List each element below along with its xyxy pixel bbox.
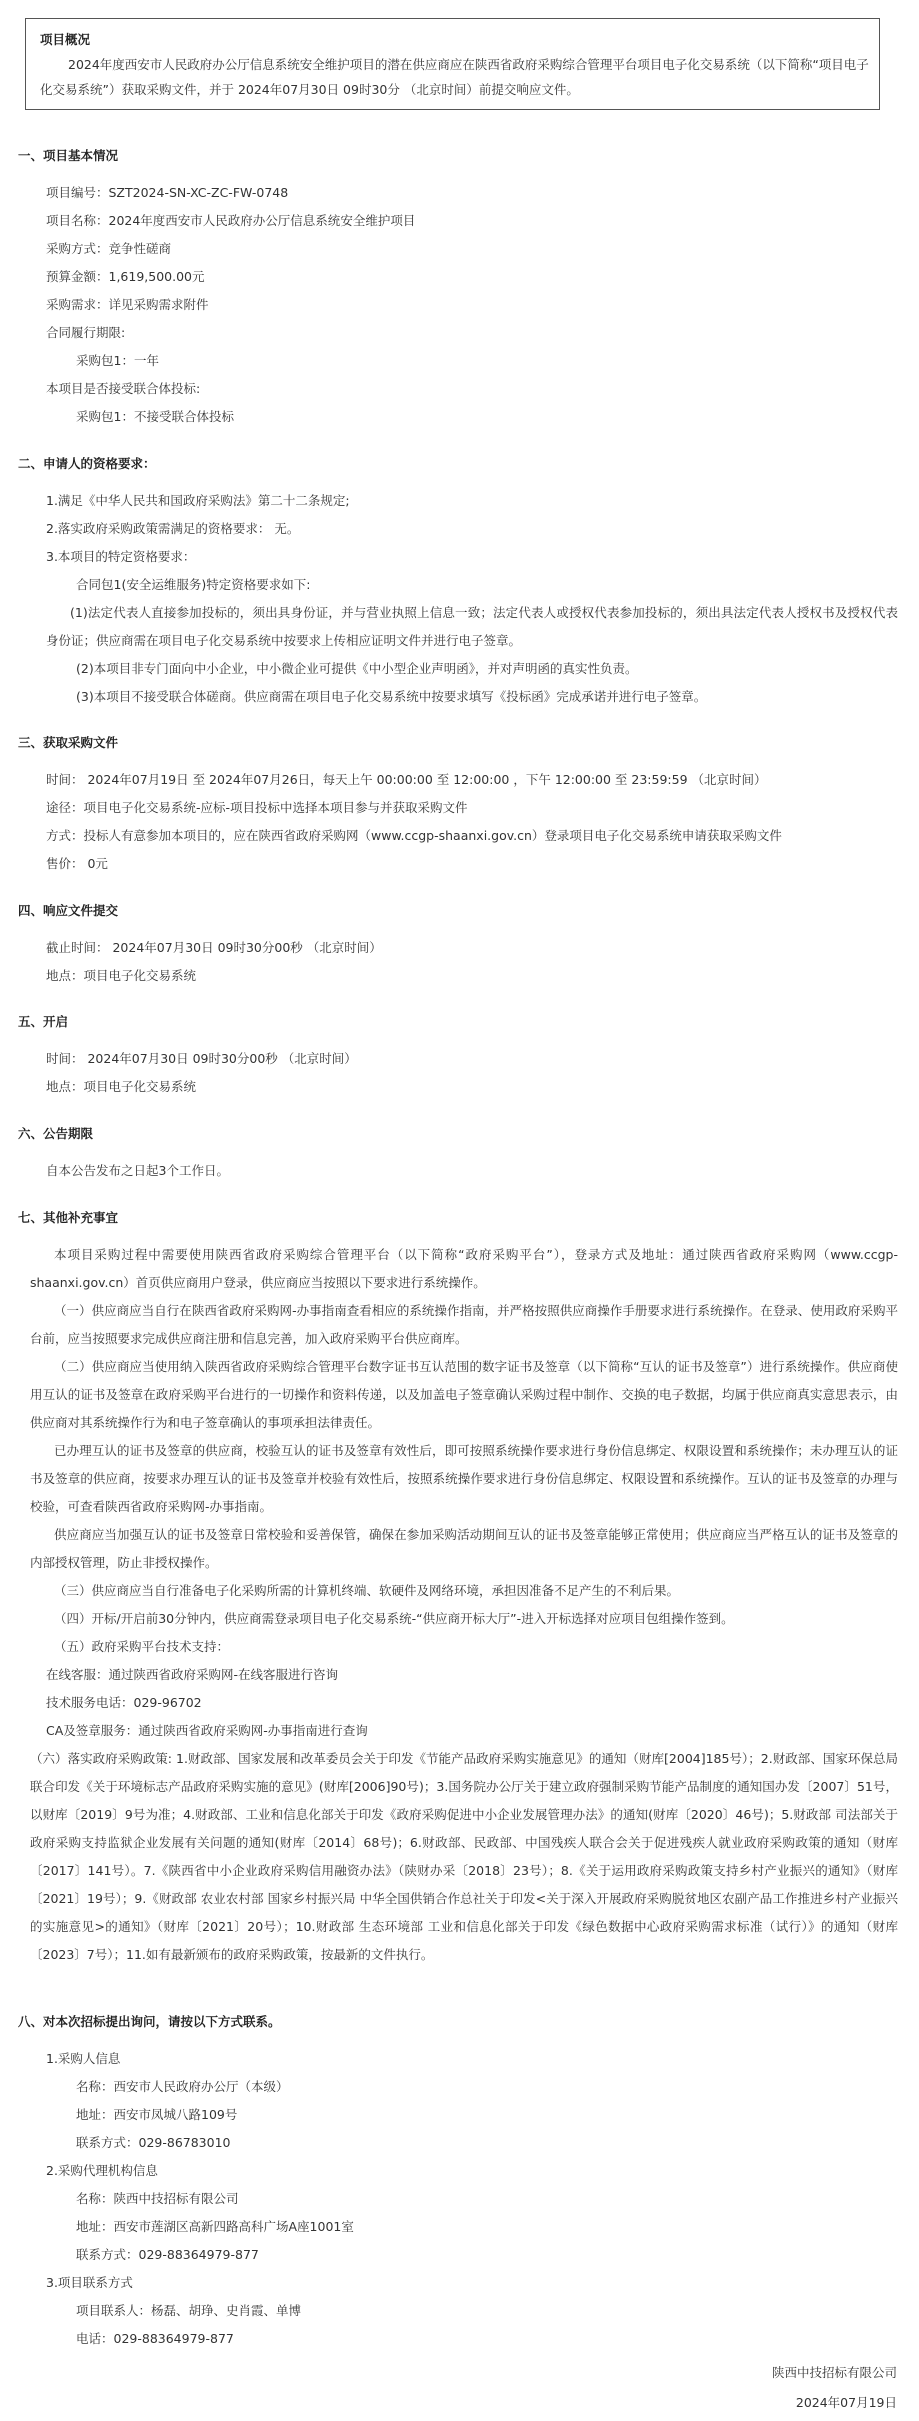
- section-5-heading: 五、开启: [18, 1014, 69, 1029]
- submission-place: 地点：项目电子化交易系统: [46, 968, 197, 983]
- policy-paragraph: （六）落实政府采购政策: 1.财政部、国家发展和改革委员会关于印发《节能产品政府采购实施意见》的通知（财库[2004]185号）；2.财政部、国家环保总局联合印发《关于环境标志产品政府采购实施的意见》(财库[2006]90号)；3.国务院办公厅关于建立政府强制采购节能产品制度的通知国办发〔2007〕51号，以财库〔2019〕9号为准；4.财政部、工业和信息化部关于印发《政府采购促进中小企业发展管理办法》的通知(财库〔2020〕46号)；5.财政部 司法部关于政府采购支持监狱企业发展有关问题的通知(财库〔2014〕68号)；6.财政部、民政部、中国残疾人联合会关于促进残疾人就业政府采购政策的通知（财库〔2017〕141号）。7.《陕西省中小企业政府采购信用融资办法》（陕财办采〔2018〕23号）；8.《关于运用政府采购政策支持乡村产业振兴的通知》（财库〔2021〕19号）；9.《财政部 农业农村部 国家乡村振兴局 中华全国供销合作总社关于印发<关于深入开展政府采购脱贫地区农副产品工作推进乡村产业振兴的实施意见>的通知》（财库〔2021〕20号）；10.财政部 生态环境部 工业和信息化部关于印发《绿色数据中心政府采购需求标准（试行）》的通知（财库〔2023〕7号）；11.如有最新颁布的政府采购政策，按最新的文件执行。: [30, 1751, 898, 1962]
- opening-time: 时间： 2024年07月30日 09时30分00秒 （北京时间）: [46, 1051, 357, 1066]
- contact-phone: 电话：029-88364979-877: [76, 2331, 234, 2346]
- qualification-3: 3.本项目的特定资格要求：: [46, 549, 196, 564]
- requirement-item-3: (3)本项目不接受联合体磋商。供应商需在项目电子化交易系统中按要求填写《投标函》完成承诺并进行电子签章。: [76, 689, 707, 704]
- ca-signature-service: CA及签章服务：通过陕西省政府采购网-办事指南进行查询: [46, 1723, 368, 1738]
- issuer-company: 陕西中技招标有限公司: [771, 2365, 897, 2380]
- supplement-paragraph-3: （二）供应商应当使用纳入陕西省政府采购综合管理平台数字证书互认范围的数字证书及签章（以下简称“互认的证书及签章”）进行系统操作。供应商使用互认的证书及签章在政府采购平台进行的一切操作和资料传递，以及加盖电子签章确认采购过程中制作、交换的电子数据，均属于供应商真实意思表示，由供应商对其系统操作行为和电子签章确认的事项承担法律责任。: [30, 1359, 898, 1430]
- overview-title: 项目概况: [40, 32, 91, 47]
- online-service: 在线客服：通过陕西省政府采购网-在线客服进行咨询: [46, 1667, 339, 1682]
- requirement-item-2: (2)本项目非专门面向中小企业，中小微企业可提供《中小型企业声明函》，并对声明函的真实性负责。: [76, 661, 638, 676]
- supplement-paragraph-8: （五）政府采购平台技术支持：: [54, 1639, 230, 1654]
- agent-phone: 联系方式：029-88364979-877: [76, 2247, 259, 2262]
- agent-address: 地址：西安市莲湖区高新四路高科广场A座1001室: [76, 2219, 354, 2234]
- agent-info-title: 2.采购代理机构信息: [46, 2163, 158, 2178]
- tech-service-phone: 技术服务电话：029-96702: [46, 1695, 202, 1710]
- section-6-heading: 六、公告期限: [18, 1126, 94, 1141]
- supplement-paragraph-4: 已办理互认的证书及签章的供应商，校验互认的证书及签章有效性后，即可按照系统操作要求进行身份信息绑定、权限设置和系统操作；未办理互认的证书及签章的供应商，按要求办理互认的证书及签章并校验有效性后，按照系统操作要求进行身份信息绑定、权限设置和系统操作。互认的证书及签章的办理与校验，可查看陕西省政府采购网-办事指南。: [30, 1443, 898, 1514]
- procurement-method: 采购方式：竞争性磋商: [46, 241, 172, 256]
- section-3-heading: 三、获取采购文件: [18, 735, 119, 750]
- procurement-requirement: 采购需求：详见采购需求附件: [46, 297, 209, 312]
- announcement-period: 自本公告发布之日起3个工作日。: [46, 1163, 229, 1178]
- qualification-2: 2.落实政府采购政策需满足的资格要求： 无。: [46, 521, 300, 536]
- opening-place: 地点：项目电子化交易系统: [46, 1079, 197, 1094]
- supplement-paragraph-1: 本项目采购过程中需要使用陕西省政府采购综合管理平台（以下简称“政府采购平台”），登录方式及地址：通过陕西省政府采购网（www.ccgp-shaanxi.gov.cn）首页供应商用户登录，供应商应当按照以下要求进行系统操作。: [30, 1247, 898, 1290]
- section-7-heading: 七、其他补充事宜: [18, 1210, 119, 1225]
- overview-body: 2024年度西安市人民政府办公厅信息系统安全维护项目的潜在供应商应在陕西省政府采购综合管理平台项目电子化交易系统（以下简称“项目电子化交易系统”）获取采购文件，并于 2024年07月30日 09时30分 （北京时间）前提交响应文件。: [40, 57, 869, 97]
- buyer-address: 地址：西安市凤城八路109号: [76, 2107, 238, 2122]
- contact-people: 项目联系人：杨磊、胡琤、史肖霞、单博: [76, 2303, 302, 2318]
- obtain-way: 途径：项目电子化交易系统-应标-项目投标中选择本项目参与并获取采购文件: [46, 800, 468, 815]
- buyer-name: 名称：西安市人民政府办公厅（本级）: [76, 2079, 289, 2094]
- package-period: 采购包1：一年: [76, 353, 159, 368]
- section-2-heading: 二、申请人的资格要求：: [18, 456, 156, 471]
- qualification-1: 1.满足《中华人民共和国政府采购法》第二十二条规定;: [46, 493, 350, 508]
- budget-amount: 预算金额：1,619,500.00元: [46, 269, 205, 284]
- obtain-method: 方式：投标人有意参加本项目的，应在陕西省政府采购网（www.ccgp-shaanxi.gov.cn）登录项目电子化交易系统申请获取采购文件: [46, 828, 782, 843]
- submission-deadline: 截止时间： 2024年07月30日 09时30分00秒 （北京时间）: [46, 940, 382, 955]
- section-8-heading: 八、对本次招标提出询问，请按以下方式联系。: [18, 2014, 281, 2029]
- supplement-paragraph-6: （三）供应商应当自行准备电子化采购所需的计算机终端、软硬件及网络环境，承担因准备不足产生的不利后果。: [54, 1583, 680, 1598]
- contract-period-label: 合同履行期限:: [46, 325, 126, 340]
- supplement-paragraph-7: （四）开标/开启前30分钟内，供应商需登录项目电子化交易系统-“供应商开标大厅”-进入开标选择对应项目包组操作签到。: [54, 1611, 734, 1626]
- project-name: 项目名称：2024年度西安市人民政府办公厅信息系统安全维护项目: [46, 213, 416, 228]
- requirement-item-1: (1)法定代表人直接参加投标的，须出具身份证，并与营业执照上信息一致；法定代表人或授权代表参加投标的，须出具法定代表人授权书及授权代表身份证；供应商需在项目电子化交易系统中按要求上传相应证明文件并进行电子签章。: [46, 605, 898, 648]
- joint-bid-label: 本项目是否接受联合体投标:: [46, 381, 201, 396]
- issue-date: 2024年07月19日: [795, 2395, 897, 2410]
- buyer-phone: 联系方式：029-86783010: [76, 2135, 231, 2150]
- section-1-heading: 一、项目基本情况: [18, 148, 119, 163]
- buyer-info-title: 1.采购人信息: [46, 2051, 121, 2066]
- project-overview-box: [25, 18, 880, 110]
- project-number: 项目编号：SZT2024-SN-XC-ZC-FW-0748: [46, 185, 289, 200]
- package-specific-requirements: 合同包1(安全运维服务)特定资格要求如下:: [76, 577, 311, 592]
- obtain-time: 时间： 2024年07月19日 至 2024年07月26日，每天上午 00:00:00 至 12:00:00 ，下午 12:00:00 至 23:59:59 （北京时间）: [46, 772, 767, 787]
- section-4-heading: 四、响应文件提交: [18, 903, 119, 918]
- document-price: 售价： 0元: [46, 856, 108, 871]
- supplement-paragraph-2: （一）供应商应当自行在陕西省政府采购网-办事指南查看相应的系统操作指南，并严格按照供应商操作手册要求进行系统操作。在登录、使用政府采购平台前，应当按照要求完成供应商注册和信息完善，加入政府采购平台供应商库。: [30, 1303, 898, 1346]
- package-joint-bid: 采购包1：不接受联合体投标: [76, 409, 234, 424]
- contact-title: 3.项目联系方式: [46, 2275, 133, 2290]
- agent-name: 名称：陕西中技招标有限公司: [76, 2191, 239, 2206]
- supplement-paragraph-5: 供应商应当加强互认的证书及签章日常校验和妥善保管，确保在参加采购活动期间互认的证书及签章能够正常使用；供应商应当严格互认的证书及签章的内部授权管理，防止非授权操作。: [30, 1527, 898, 1570]
